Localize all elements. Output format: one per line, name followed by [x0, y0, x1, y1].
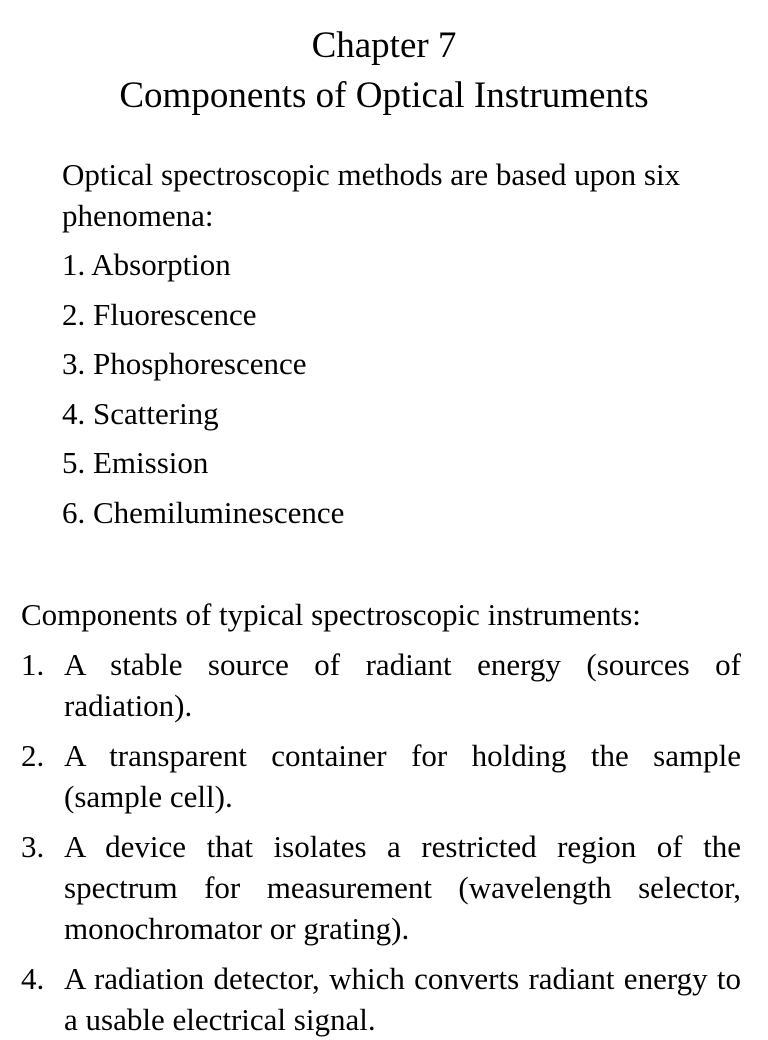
- component-number: 3.: [21, 829, 45, 864]
- component-number: 1.: [21, 647, 45, 682]
- intro-paragraph: Optical spectroscopic methods are based upon six phenomena:: [62, 157, 681, 233]
- component-item: [21, 826, 741, 949]
- component-number: 2.: [21, 738, 45, 773]
- page-title: Components of Optical Instruments: [119, 75, 649, 116]
- component-text: A device that isolates a restricted region of the spectrum for measurement (wavelength selector, monochromator or grating).: [64, 829, 741, 946]
- phenomena-list: [62, 243, 344, 541]
- list-item: 3. Phosphorescence: [62, 346, 307, 382]
- component-text: A stable source of radiant energy (sources of radiation).: [64, 647, 741, 723]
- component-item: [21, 735, 741, 817]
- component-text: A transparent container for holding the sample (sample cell).: [64, 738, 741, 814]
- list-item: 6. Chemiluminescence: [62, 494, 345, 530]
- component-item: [21, 644, 741, 726]
- component-number: 4.: [21, 961, 45, 996]
- chapter-number: Chapter 7: [311, 25, 457, 66]
- list-item: 2. Fluorescence: [62, 296, 257, 332]
- components-heading: Components of typical spectroscopic instruments:: [21, 597, 641, 632]
- list-item: 1. Absorption: [62, 247, 231, 282]
- list-item: 4. Scattering: [62, 395, 219, 431]
- list-item: 5. Emission: [62, 445, 209, 481]
- component-text: A radiation detector, which converts radiant energy to a usable electrical signal.: [64, 961, 741, 1037]
- component-item: [21, 958, 741, 1040]
